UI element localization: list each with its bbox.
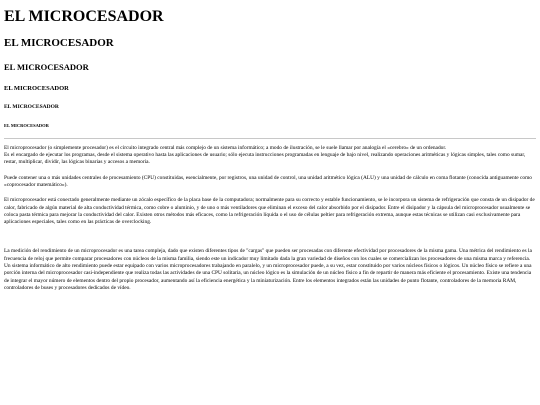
paragraph-intro-line-2: Es el encargado de ejecutar los programas, desde el sistema operativo hasta las aplicaciones de usuario; sólo ejecuta instrucciones programadas en lenguaje de bajo nivel, realizando operaciones aritméticas y lógicas simples, tales como sumar, restar, multiplicar, dividir, las lógicas binarias y accesos a memoria. [4, 152, 526, 166]
heading-level-4: EL MICROCESADOR [4, 84, 69, 92]
paragraph-spacer [4, 234, 536, 248]
paragraph-intro-line-1: El microprocesador (o simplemente procesador) es el circuito integrado central más complejo de un sistema informático; a modo de ilustración, se le suele llamar por analogía el «cerebro» de un ordenador. [4, 144, 447, 151]
paragraph-cpu-units: Puede contener una o más unidades centrales de procesamiento (CPU) constituidas, esencialmente, por registros, una unidad de control, una unidad aritmético lógica (ALU) y una unidad de cálculo en coma flotante (conocida antiguamente como «coprocesador matemático»). [4, 174, 532, 188]
paragraph-intro [4, 145, 536, 167]
heading-level-6: EL MICROCESADOR [4, 122, 49, 128]
heading-level-2: EL MICROCESADOR [4, 37, 114, 50]
heading-level-5: EL MICROCESADOR [4, 104, 59, 111]
divider [4, 138, 536, 139]
paragraph-cooling: El microprocesador está conectado generalmente mediante un zócalo específico de la placa base de la computadora; normalmente para su correcto y estable funcionamiento, se le incorpora un sistema de refrigeración que consta de un disipador de calor, fabricado de algún material de alta conductividad térmica, como cobre o aluminio, y de uno o más ventiladores que eliminan el exceso del calor absorbido por el disipador. Entre el disipador y la cápsula del microprocesador usualmente se coloca pasta térmica para mejorar la conductividad del calor. Existen otros métodos más eficaces, como la refrigeración líquida o el uso de células peltier para refrigeración extrema, aunque estas técnicas se utilizan casi exclusivamente para aplicaciones especiales, tales como en las prácticas de overclocking. [4, 197, 535, 226]
paragraph-performance: La medición del rendimiento de un microprocesador es una tarea compleja, dado que existen diferentes tipos de "cargas" que pueden ser procesadas con diferente efectividad por procesadores de la misma gama. Una métrica del rendimiento es la frecuencia de reloj que permite comparar procesadores con núcleos de la misma familia, siendo este un indicador muy limitado dada la gran variedad de diseños con los cuales se comercializan los procesadores de una misma marca y referencia. Un sistema informático de alto rendimiento puede estar equipado con varios microprocesadores trabajando en paralelo, y un microprocesador puede, a su vez, estar constituido por varios núcleos físicos o lógicos. Un núcleo físico se refiere a una porción interna del microprocesador casi-independiente que realiza todas las actividades de una CPU solitaria, un núcleo lógico es la simulación de un núcleo físico a fin de repartir de manera más eficiente el procesamiento. Existe una tendencia de integrar el mayor número de elementos dentro del propio procesador, aumentando así la eficiencia energética y la miniaturización. Entre los elementos integrados están las unidades de punto flotante, controladores de la memoria RAM, controladores de buses y procesadores dedicados de vídeo. [4, 248, 532, 291]
heading-level-1: EL MICROCESADOR [4, 8, 164, 25]
heading-level-3: EL MICROCESADOR [4, 62, 89, 73]
